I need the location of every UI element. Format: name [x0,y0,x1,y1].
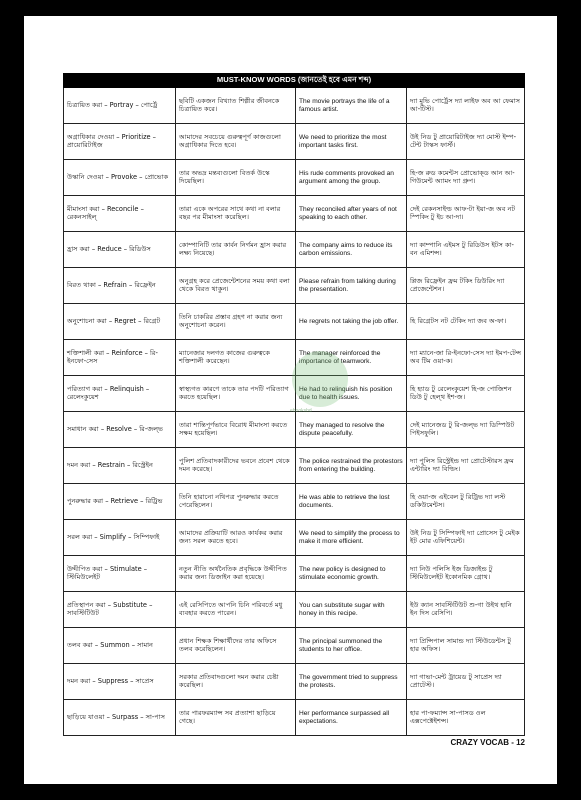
cell-pronunciation: হি ওয়া-জ এইবেল টু রিট্রিভ দ্যা লস্ট ডকিউমেন্টস। [407,484,525,520]
cell-pronunciation: দ্যা কাম্পানি এইমস টু রিডিউস ইটস কা-বন এমিশন্স। [407,232,525,268]
table-row [64,196,525,232]
cell-english-example: We need to prioritize the most important tasks first. [296,124,407,160]
cell-pronunciation: উই নিড টু সিম্পিফাই দ্যা প্রোসেস টু মেইক ইট মোর এফিশিয়েন্ট। [407,520,525,556]
table-row [64,160,525,196]
cell-english-example: He was able to retrieve the lost documents. [296,484,407,520]
table-row [64,484,525,520]
cell-english-example: Her performance surpassed all expectations. [296,700,407,736]
cell-pronunciation: দ্যা নিউ পলিসি ইজ ডিজাইন্ড টু স্টিমিউলেইট ইকোনমিক গ্রোথ। [407,556,525,592]
page-footer: CRAZY VOCAB - 12 [450,738,525,747]
table-row [64,664,525,700]
cell-pronunciation: দেই রেকনসাইল্ড আফ-টা ইয়া-জ অব নট স্পিকিং টু ইচ আ-দা। [407,196,525,232]
cell-word: দমন করা – Restrain – রিস্ট্রেইন [64,448,176,484]
cell-pronunciation: দেই ম্যানেজড টু রি-জল্ভ দ্যা ডিস্পিউট পিইসফুলি। [407,412,525,448]
cell-word: উস্কানি দেওয়া – Provoke – প্রোভোক [64,160,176,196]
table-row [64,448,525,484]
cell-bengali-example: ম্যানেজার দলগত কাজের গুরুত্বকে শক্তিশালী করেছেন। [176,340,296,376]
cell-english-example: The government tried to suppress the protests. [296,664,407,700]
table-row [64,520,525,556]
cell-word: বিরত থাকা – Refrain – রিফ্রেইন [64,268,176,304]
cell-word: হ্রাস করা – Reduce – রিডিউস [64,232,176,268]
cell-bengali-example: তিনি হারানো নথিপত্র পুনরুদ্ধার করতে পেরেছিলেন। [176,484,296,520]
cell-bengali-example: ছবিটি একজন বিখ্যাত শিল্পীর জীবনকে চিত্রায়িত করে। [176,88,296,124]
table-row [64,592,525,628]
cell-pronunciation: উই নিড টু প্রায়োরিটাইজ দ্যা মোস্ট ইম্প-টেন্ট টাস্কস ফার্স্ট। [407,124,525,160]
table-row [64,700,525,736]
cell-pronunciation: প্লিজ রিফ্রেইন ফ্রম টকিং ডিউরিং দ্যা প্রেজেন্টেশন। [407,268,525,304]
cell-bengali-example: সরকার প্রতিবাদগুলো দমন করার চেষ্টা করেছিল। [176,664,296,700]
watermark-logo [292,351,348,407]
cell-word: সমাধান করা – Resolve – রি-জল্ভ [64,412,176,448]
cell-bengali-example: তারা একে অপরের সাথে কথা না বলার বছর পর মীমাংসা করেছিল। [176,196,296,232]
cell-english-example: He regrets not taking the job offer. [296,304,407,340]
cell-bengali-example: অনুগ্রহ করে প্রেজেন্টেশনের সময় কথা বলা থেকে বিরত থাকুন। [176,268,296,304]
cell-word: শক্তিশালী করা – Reinforce – রি-ইনফো-সেস [64,340,176,376]
table-row [64,88,525,124]
table-row [64,268,525,304]
cell-bengali-example: তার পারফরম্যান্স সব প্রত্যাশা ছাড়িয়ে গেছে। [176,700,296,736]
cell-pronunciation: হার পা-ফম্যান্স সা-পাসড ওল এক্সপেক্টেইশন্স। [407,700,525,736]
cell-pronunciation: হি হ্যাড টু রেলেংকুয়েশ হি-জ পোজিশন ডিউ টু হেল্থ ইশ-জ। [407,376,525,412]
table-row [64,232,525,268]
cell-word: চিত্রায়িত করা – Portray – পোর্ট্রে [64,88,176,124]
cell-english-example: The company aims to reduce its carbon emissions. [296,232,407,268]
cell-word: উদ্দীপিত করা – Stimulate – স্টিমিউলেইট [64,556,176,592]
table-row [64,556,525,592]
cell-english-example: You can substitute sugar with honey in this recipe. [296,592,407,628]
cell-english-example: The movie portrays the life of a famous artist. [296,88,407,124]
cell-pronunciation: ইউ ক্যান সাবস্টিটিউট শু-গা উইথ হানি ইন দিস রেসিপি। [407,592,525,628]
cell-bengali-example: নতুন নীতি অর্থনৈতিক প্রবৃদ্ধিকে উদ্দীপিত করার জন্য ডিজাইন করা হয়েছে। [176,556,296,592]
cell-english-example: They managed to resolve the dispute peacefully. [296,412,407,448]
cell-word: মীমাংসা করা – Reconcile – রেকনসাইল্ [64,196,176,232]
cell-pronunciation: হি রিগ্রেটস নট টেকিং দ্যা জব অ-ফা। [407,304,525,340]
cell-word: দমন করা – Suppress – সাপ্রেস [64,664,176,700]
cell-word: অগ্রাধিকার দেওয়া – Prioritize – প্রায়োরিটাইজ [64,124,176,160]
cell-word: পরিত্যাগ করা – Relinquish – রেলেংকুয়েশ [64,376,176,412]
cell-bengali-example: তিনি চাকরির প্রস্তাব গ্রহণ না করার জন্য অনুশোচনা করেন। [176,304,296,340]
cell-word: অনুশোচনা করা – Regret – রিগ্রেট [64,304,176,340]
cell-pronunciation: দ্যা প্রিন্সিপাল সামান্ড দ্যা স্টিউডেন্টস টু হার অফিস। [407,628,525,664]
cell-word: পুনরুদ্ধার করা – Retrieve – রিট্রিভ [64,484,176,520]
cell-english-example: The manager reinforced the importance of teamwork. [296,340,407,376]
cell-english-example: He had to relinquish his position due to health issues. [296,376,407,412]
cell-bengali-example: আমাদের সবচেয়ে গুরুত্বপূর্ণ কাজগুলো অগ্রাধিকার দিতে হবে। [176,124,296,160]
document-page [24,16,557,784]
cell-word: ছাড়িয়ে যাওয়া – Surpass – সা-পাস [64,700,176,736]
table-row [64,124,525,160]
cell-pronunciation: হি-জ রুড কমেন্টস প্রোভোক্ড আন আ-গিউমেন্ট অ্যামং দ্যা গ্রুপ। [407,160,525,196]
cell-bengali-example: প্রধান শিক্ষক শিক্ষার্থীদের তার অফিসে তলব করেছিলেন। [176,628,296,664]
cell-english-example: The principal summoned the students to her office. [296,628,407,664]
cell-english-example: The new policy is designed to stimulate economic growth. [296,556,407,592]
cell-bengali-example: স্বাস্থ্যগত কারণে তাকে তার পদটি পরিত্যাগ করতে হয়েছিল। [176,376,296,412]
cell-bengali-example: কোম্পানিটি তার কার্বন নির্গমন হ্রাস করার লক্ষ্য নিয়েছে। [176,232,296,268]
cell-bengali-example: পুলিশ প্রতিবাদকারীদের ভবনে প্রবেশ থেকে দমন করেছে। [176,448,296,484]
cell-pronunciation: দ্যা ম্যানে-জা রি-ইনফো-সেস দ্যা ইমপ-টেন্স অব টিম ওয়া-ক। [407,340,525,376]
table-row [64,412,525,448]
cell-english-example: They reconciled after years of not speaking to each other. [296,196,407,232]
table-header: MUST-KNOW WORDS (জানতেই হবে এমন শব্দ) [64,74,525,88]
vocab-table [63,73,525,736]
cell-pronunciation: দ্যা মুভি পোর্ট্রেস দ্যা লাইফ অব আ ফেমাস আ-টিস্ট। [407,88,525,124]
cell-bengali-example: এই রেসিপিতে আপনি চিনি পরিবর্তে মধু ব্যবহার করতে পারেন। [176,592,296,628]
table-row [64,628,525,664]
cell-bengali-example: তার অভদ্র মন্তব্যগুলো বিতর্ক উস্কে দিয়েছিল। [176,160,296,196]
cell-word: তলব করা – Summon – সামান [64,628,176,664]
watermark-text: ebooksbd [290,408,312,414]
cell-english-example: We need to simplify the process to make it more efficient. [296,520,407,556]
cell-word: সরল করা – Simplify – সিম্পিফাই [64,520,176,556]
cell-pronunciation: দ্যা গাভা-মেন্ট ট্রায়েড টু সাপ্রেস দ্যা প্রোটেস্ট। [407,664,525,700]
cell-bengali-example: আমাদের প্রক্রিয়াটি আরও কার্যকর করার জন্য সরল করতে হবে। [176,520,296,556]
cell-word: প্রতিস্থাপন করা – Substitute – সাবস্টিটিউট [64,592,176,628]
table-row [64,304,525,340]
cell-bengali-example: তারা শান্তিপূর্ণভাবে বিরোধ মীমাংসা করতে সক্ষম হয়েছিল। [176,412,296,448]
cell-english-example: Please refrain from talking during the presentation. [296,268,407,304]
cell-pronunciation: দ্যা পুলিস রিস্ট্রেইন্ড দ্যা প্রোটেস্টারস ফ্রম এন্টারিং দ্যা বিল্ডিং। [407,448,525,484]
cell-english-example: The police restrained the protestors from entering the building. [296,448,407,484]
cell-english-example: His rude comments provoked an argument among the group. [296,160,407,196]
